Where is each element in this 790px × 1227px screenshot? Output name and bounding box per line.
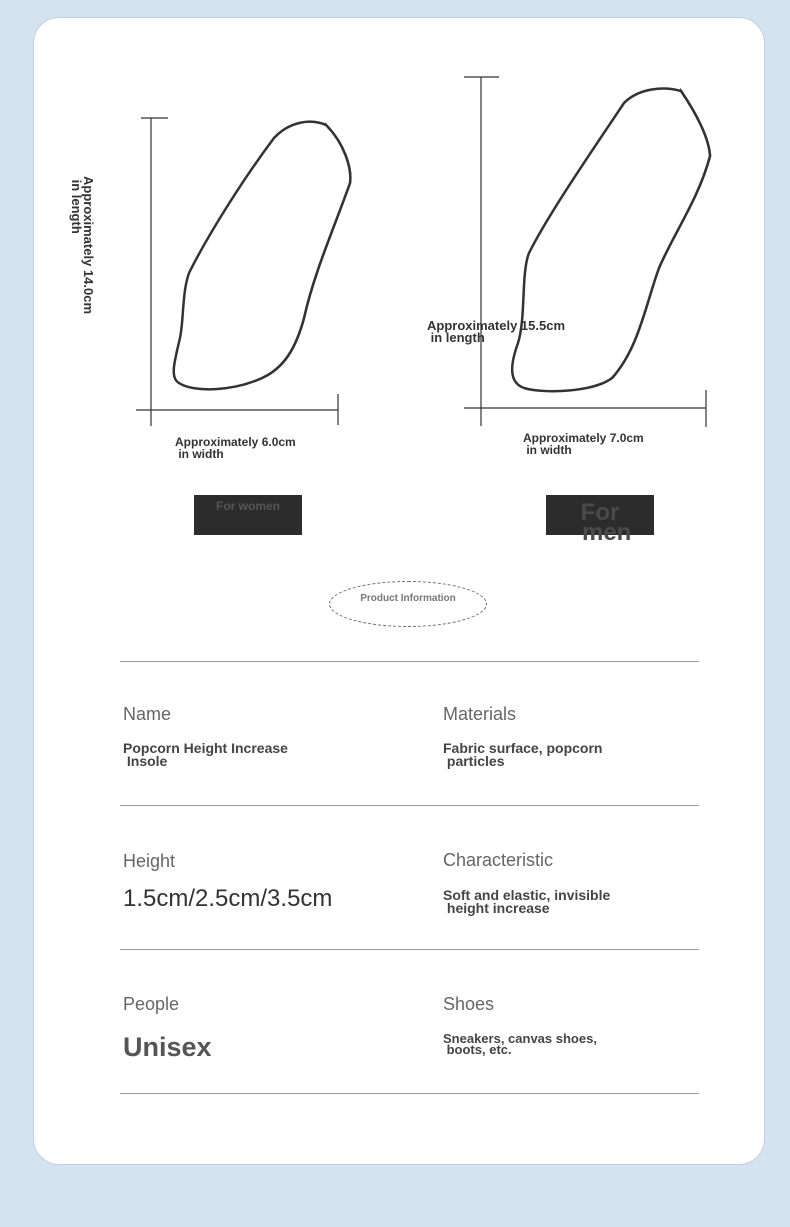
men-insole-top (512, 89, 710, 392)
section-title: Product Information (360, 593, 456, 604)
insole-diagram-men (34, 18, 766, 478)
men-length-label: Approximately 15.5cm in length (427, 318, 566, 345)
characteristic-label: Characteristic (443, 850, 554, 870)
divider-line (120, 661, 699, 662)
men-width-label: Approximately 7.0cm in width (523, 431, 644, 457)
people-value: Unisex (123, 1032, 212, 1062)
product-information-heading (329, 581, 489, 631)
characteristic-value: Soft and elastic, invisible height increase (443, 887, 611, 916)
divider-line (120, 1093, 699, 1094)
materials-value: Fabric surface, popcorn particles (443, 740, 603, 769)
people-label: People (123, 994, 180, 1014)
for-men-badge: For men (546, 495, 654, 535)
for-women-badge: For women (194, 495, 302, 535)
divider-line (120, 805, 699, 806)
women-width-label: Approximately 6.0cm in width (175, 435, 296, 461)
name-value: Popcorn Height Increase Insole (123, 740, 288, 769)
women-length-label: Approximately 14.0cm in length (69, 176, 96, 315)
product-card (33, 17, 765, 1165)
shoes-value: Sneakers, canvas shoes, boots, etc. (443, 1031, 597, 1057)
dashed-oval-frame (329, 581, 487, 627)
divider-line (120, 949, 699, 950)
name-label: Name (123, 704, 172, 724)
materials-label: Materials (443, 704, 517, 724)
height-value: 1.5cm/2.5cm/3.5cm (123, 885, 333, 912)
height-label: Height (123, 851, 176, 871)
shoes-label: Shoes (443, 994, 495, 1014)
